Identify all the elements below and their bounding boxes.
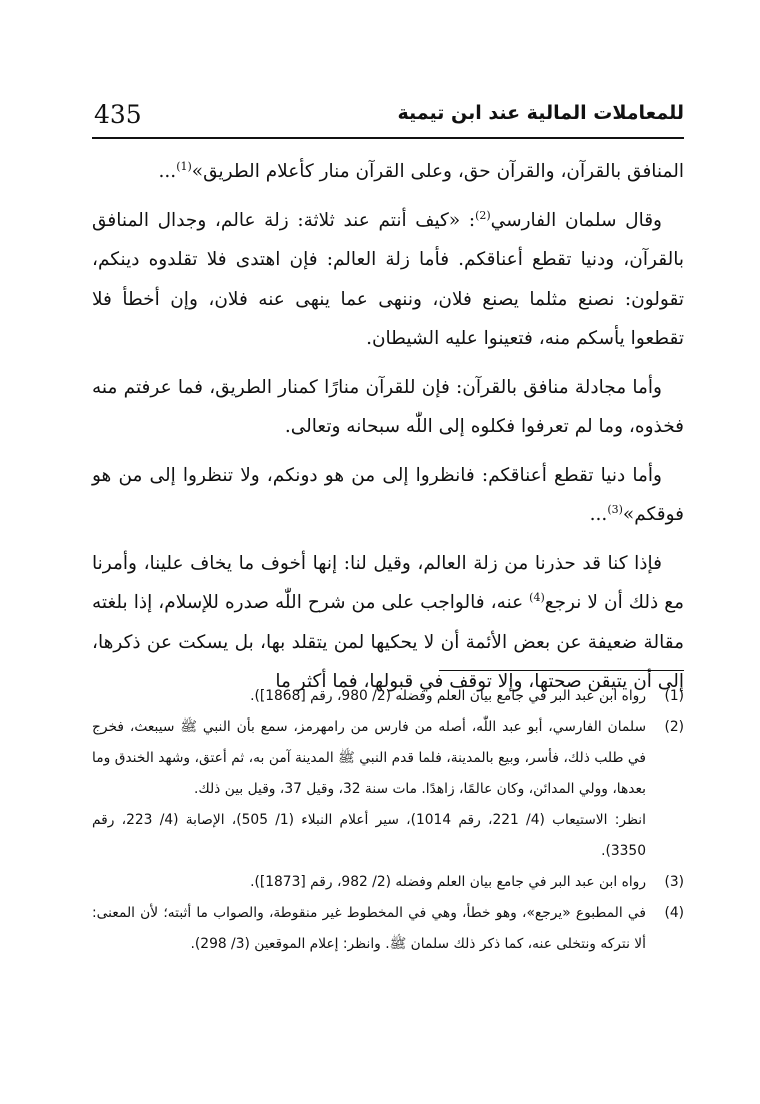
paragraph-2-start: وقال سلمان الفارسي bbox=[490, 209, 662, 231]
footnote-ref-2: (2) bbox=[475, 208, 491, 222]
footnote-body bbox=[92, 898, 646, 960]
footnote-2 bbox=[92, 712, 684, 867]
paragraph-1-text: المنافق بالقرآن، والقرآن حق، وعلى القرآن منار كأعلام الطريق» bbox=[191, 161, 684, 182]
ellipsis: ... bbox=[589, 504, 608, 525]
footnote-3 bbox=[92, 867, 684, 898]
paragraph-4 bbox=[92, 456, 684, 535]
paragraph-3: وأما مجادلة منافق بالقرآن: فإن للقرآن منارًا كمنار الطريق، فما عرفتم منه فخذوه، وما لم تعرفوا فكلوه إلى اللّٰه سبحانه وتعالى. bbox=[92, 376, 684, 437]
paragraph-1 bbox=[92, 152, 684, 192]
footnote-1 bbox=[92, 681, 684, 712]
footnotes bbox=[92, 681, 684, 960]
paragraph-5-start: فإذا كنا قد حذرنا من زلة العالم، وقيل لنا: إنها أخوف ما يخاف علينا، وأمرنا مع ذلك أن لا نرجع bbox=[92, 552, 684, 613]
page-header bbox=[92, 98, 684, 134]
footnote-text: انظر: الاستيعاب (4/ 221، رقم 1014)، سير أعلام النبلاء (1/ 505)، الإصابة (4/ 223، رقم 3350). bbox=[92, 812, 646, 859]
footnote-ref-3: (3) bbox=[607, 502, 623, 516]
ellipsis: ... bbox=[158, 161, 177, 182]
footnote-body bbox=[92, 712, 646, 867]
footnote-text: سلمان الفارسي، أبو عبد اللّٰه، أصله من فارس من رامهرمز، سمع بأن النبي ﷺ سيبعث، فخرج في طلب ذلك، فأسر، وبيع بالمدينة، فلما قدم النبي ﷺ المدينة آمن به، ثم أعتق، وشهد الخندق وما بعدها، وولي المدائن، وكان عالمًا، زاهدًا. مات سنة 32، وقيل 37، وقيل بين ذلك. bbox=[92, 719, 646, 797]
header-rule bbox=[92, 137, 684, 139]
footnote-text: رواه ابن عبد البر في جامع بيان العلم وفضله (2/ 980، رقم [1868]). bbox=[250, 688, 646, 704]
footnote-number: (4) bbox=[664, 905, 684, 921]
footnote-body bbox=[92, 681, 646, 712]
paragraph-5 bbox=[92, 544, 684, 702]
footnote-4 bbox=[92, 898, 684, 960]
paragraph-5-rest: عنه، فالواجب على من شرح اللّٰه صدره للإسلام، إذا بلغته مقالة ضعيفة عن بعض الأئمة أن لا يحكيها لمن يتقلد بها، بل يسكت عن ذكرها، إلى أن يتيقن صحتها، وإلا توقف في قبولها، فما أكثر ما bbox=[92, 592, 684, 692]
footnote-body bbox=[92, 867, 646, 898]
footnote-ref-4: (4) bbox=[529, 590, 545, 604]
main-text bbox=[92, 152, 684, 711]
paragraph-2 bbox=[92, 201, 684, 359]
paragraph-4-text: وأما دنيا تقطع أعناقكم: فانظروا إلى من هو دونكم، ولا تنظروا إلى من هو فوقكم» bbox=[92, 464, 684, 525]
page-number: 435 bbox=[94, 100, 142, 129]
footnote-number: (1) bbox=[664, 688, 684, 704]
footnote-number: (3) bbox=[664, 874, 684, 890]
running-title: للمعاملات المالية عند ابن تيمية bbox=[397, 102, 684, 124]
footnote-number: (2) bbox=[664, 719, 684, 735]
footnote-ref-1: (1) bbox=[176, 159, 192, 173]
footnote-text: في المطبوع «يرجع»، وهو خطأ، وهي في المخطوط غير منقوطة، والصواب ما أثبته؛ لأن المعنى: ألا نتركه ونتخلى عنه، كما ذكر ذلك سلمان ﷺ. وانظر: إعلام الموقعين (3/ 298). bbox=[92, 905, 646, 952]
paragraph-2-rest: : «كيف أنتم عند ثلاثة: زلة عالم، وجدال المنافق بالقرآن، ودنيا تقطع أعناقكم. فأما زلة العالم: فإن اهتدى فلا تقلدوه دينكم، تقولون: نصنع مثلما يصنع فلان، وننهى عما ينهى عنه فلان، وإن أخطأ فلا تقطعوا يأسكم منه، فتعينوا عليه الشيطان. bbox=[92, 209, 684, 349]
footnote-text: رواه ابن عبد البر في جامع بيان العلم وفضله (2/ 982، رقم [1873]). bbox=[250, 874, 646, 890]
footnote-separator bbox=[439, 670, 684, 671]
